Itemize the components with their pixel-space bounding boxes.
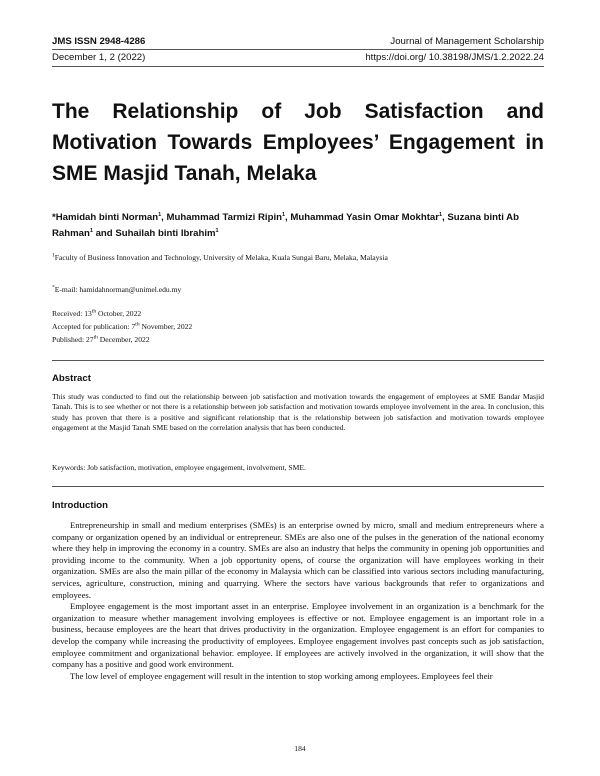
journal-issue: December 1, 2 (2022) [52, 52, 146, 63]
intro-paragraph-1: Entrepreneurship in small and medium enterprises (SMEs) is an enterprise owned by micro, small and medium entrepreneurs where a company or organization opened by an individual or entrepreneur. SMEs are also one of the pulses in the generation of the national economy where they help in improving the economy in a country. SMEs are also an industry that helps the community in opening job opportunities and providing income to the community. When a job opportunity opens, of course the organization will have employees working in their organization. SMEs are also the main pillar of the economy in Malaysia which can be classified into various sectors including manufacturing, services, agriculture, construction, mining and quarrying. Where the sectors have various backgrounds that refer to organizations and employees. [52, 520, 544, 600]
running-header-bottom [52, 52, 544, 63]
abstract-bottom-rule [52, 486, 544, 487]
intro-paragraph-2: Employee engagement is the most important asset in an enterprise. Employee involvement in an organization is a benchmark for the organization to measure whether management involving employees is effective or not. Employee engagement is an important role in a business, because employees are the heart that drives productivity in the organization. Employee engagement is an effort for companies to develop the company while increasing the productivity of employees. Employee engagement involves past concepts such as job satisfaction, employee commitment and organizational behavior. employee. If employees are actively involved in the organization, it will show that the company has a positive and good work environment. [52, 601, 544, 670]
publication-dates [52, 307, 544, 346]
author-5: Suhailah binti Ibrahim$^1$ [115, 227, 219, 239]
introduction-body [52, 520, 544, 682]
accepted-date: Accepted for publication: 7th November, 2022 [52, 321, 193, 331]
author-2: Muhammad Tarmizi Ripin$^1$, [166, 211, 291, 223]
journal-name: Journal of Management Scholarship [390, 36, 544, 47]
author-4: Suzana binti Ab Rahman$^1$ and [52, 212, 519, 239]
abstract-heading: Abstract [52, 373, 91, 384]
affiliation: $^1$Faculty of Business Innovation and Technology, University of Melaka, Kuala Sungai Baru, Melaka, Malaysia [52, 252, 388, 262]
journal-issn: JMS ISSN 2948-4286 [52, 36, 146, 47]
author-list [52, 210, 544, 242]
abstract-text: This study was conducted to find out the relationship between job satisfaction and motivation towards the engagement of employees at SME Bandar Masjid Tanah. This is to see whether or not there is a relationship between job satisfaction and motivation towards employee involvement in the area. In conclusion, this study has proven that there is a positive and significant relationship that is the relationship between job satisfaction and motivation towards employee engagement at the Masjid Tanah SME based on the correlation analysis that has been conducted. [52, 392, 544, 433]
keywords: Keywords: Job satisfaction, motivation, employee engagement, involvement, SME. [52, 463, 306, 472]
author-3: Muhammad Yasin Omar Mokhtar$^1$, [290, 211, 448, 223]
header-divider [52, 49, 544, 50]
received-date: Received: 13th October, 2022 [52, 308, 142, 318]
corresponding-email: *E-mail: hamidahnorman@unimel.edu.my [52, 284, 182, 294]
running-header-top [52, 36, 544, 47]
page-number: 184 [294, 744, 306, 753]
abstract-top-rule [52, 360, 544, 361]
intro-paragraph-3: The low level of employee engagement will result in the intention to stop working among employees. Employees feel their [70, 670, 493, 681]
paper-title: The Relationship of Job Satisfaction and Motivation Towards Employees’ Engagement in SME Masjid Tanah, Melaka [52, 100, 544, 185]
published-date: Published: 27th December, 2022 [52, 334, 150, 344]
introduction-heading: Introduction [52, 500, 108, 511]
doi-link[interactable]: https://doi.org/ 10.38198/JMS/1.2.2022.24 [365, 52, 544, 63]
author-1: *Hamidah binti Norman$^1$, [52, 211, 167, 223]
header-divider-bottom [52, 66, 544, 67]
